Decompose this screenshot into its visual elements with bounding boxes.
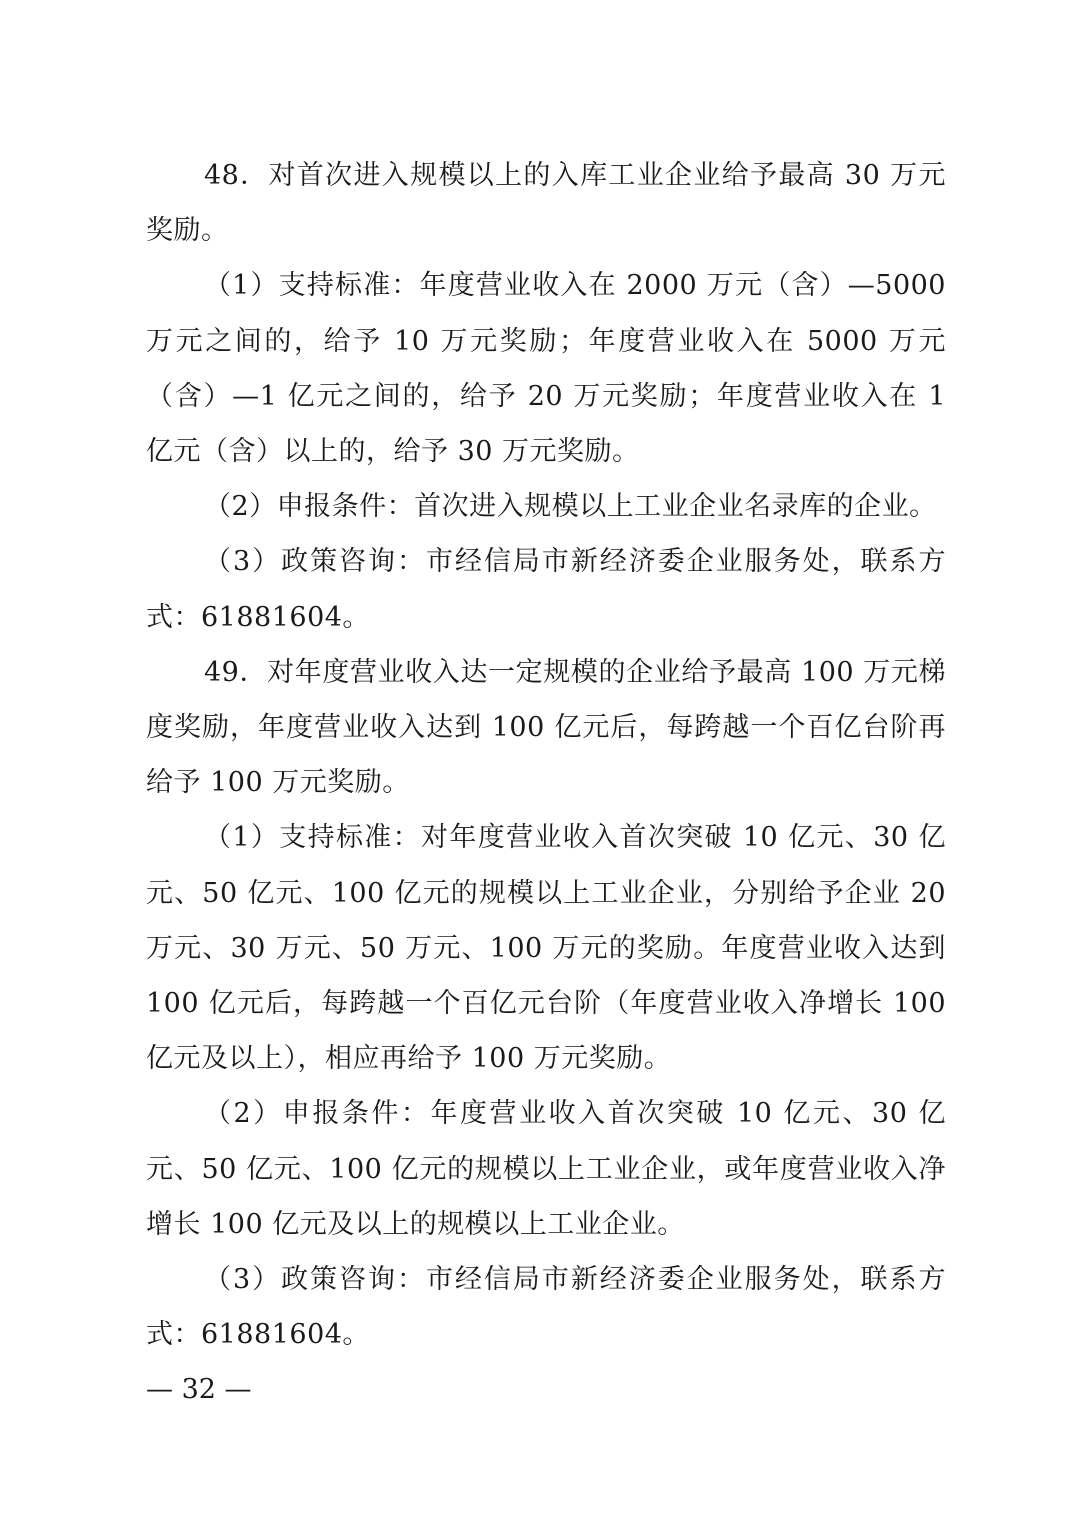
policy-49-application-conditions: （2）申报条件：年度营业收入首次突破 10 亿元、30 亿元、50 亿元、100 亿元的规模以上工业企业，或年度营业收入净增长 100 亿元及以上的规模以上工业企业。 bbox=[146, 1098, 946, 1240]
policy-item-48-heading: 48．对首次进入规模以上的入库工业企业给予最高 30 万元奖励。 bbox=[146, 160, 946, 247]
policy-48-application-conditions: （2）申报条件：首次进入规模以上工业企业名录库的企业。 bbox=[204, 491, 937, 523]
policy-48-support-standard: （1）支持标准：年度营业收入在 2000 万元（含）—5000 万元之间的，给予 10 万元奖励；年度营业收入在 5000 万元（含）—1 亿元之间的，给予 20 万元奖励；年度营业收入在 1 亿元（含）以上的，给予 30 万元奖励。 bbox=[146, 270, 946, 468]
policy-48-consultation: （3）政策咨询：市经信局市新经济委企业服务处，联系方式：61881604。 bbox=[146, 546, 946, 633]
policy-item-49-heading: 49．对年度营业收入达一定规模的企业给予最高 100 万元梯度奖励，年度营业收入达到 100 亿元后，每跨越一个百亿台阶再给予 100 万元奖励。 bbox=[146, 656, 946, 799]
policy-49-support-standard: （1）支持标准：对年度营业收入首次突破 10 亿元、30 亿元、50 亿元、100 亿元的规模以上工业企业，分别给予企业 20 万元、30 万元、50 万元、100 万元的奖励。年度营业收入达到 100 亿元后，每跨越一个百亿元台阶（年度营业收入净增长 100 亿元及以上），相应再给予 100 万元奖励。 bbox=[146, 822, 946, 1075]
document-body bbox=[146, 148, 946, 1362]
page-number: — 32 — bbox=[146, 1374, 252, 1405]
policy-49-consultation: （3）政策咨询：市经信局市新经济委企业服务处，联系方式：61881604。 bbox=[146, 1264, 946, 1351]
